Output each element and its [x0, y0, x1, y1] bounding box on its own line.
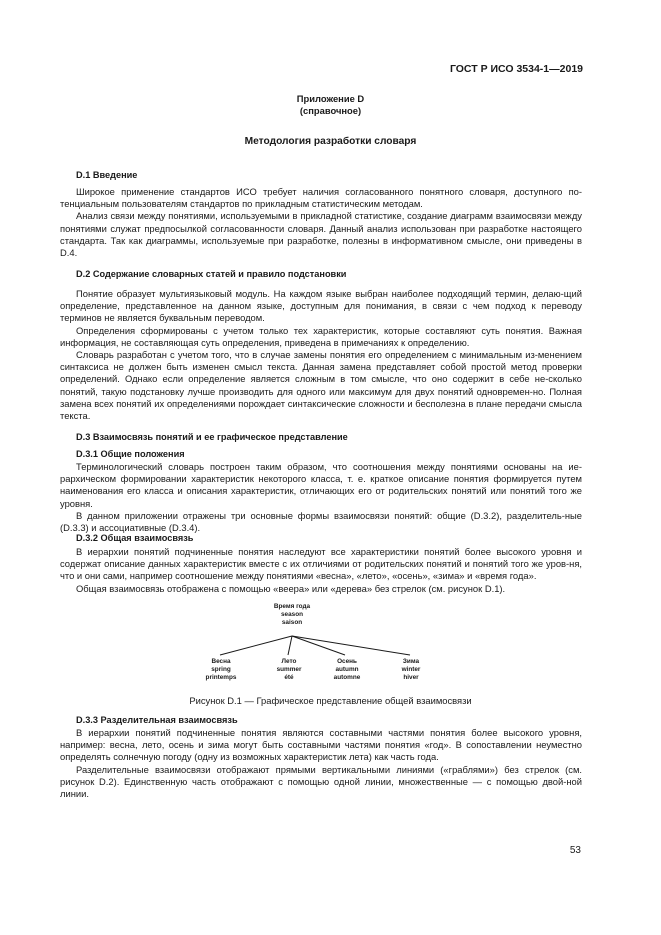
node-label-en: winter — [401, 666, 421, 673]
node-label-ru: Время года — [273, 603, 311, 610]
section-d2-heading: D.2 Содержание словарных статей и правило подстановки — [76, 269, 347, 279]
tree-branch — [292, 636, 345, 655]
node-label-en: summer — [276, 666, 302, 673]
paragraph: Понятие образует мультиязыковый модуль. На каждом языке выбран наиболее подходящий термин, делаю-щий определение, представленное на данном языке, доступным для понимания, в связи с чем подход к переводу терминов не является буквальным переводом. — [60, 288, 582, 324]
tree-branch — [288, 636, 292, 655]
tree-child-node — [196, 658, 246, 682]
section-d3-heading: D.3 Взаимосвязь понятий и ее графическое представление — [76, 432, 348, 442]
node-label-fr: printemps — [205, 674, 237, 681]
section-d1-body — [60, 186, 582, 259]
node-label-ru: Зима — [402, 658, 420, 665]
section-d32-body — [60, 546, 582, 595]
node-label-fr: hiver — [403, 674, 419, 681]
node-label-en: season — [280, 611, 304, 618]
section-d31-body — [60, 461, 582, 534]
node-label-fr: automne — [333, 674, 361, 681]
section-d2-body — [60, 288, 582, 422]
paragraph: Широкое применение стандартов ИСО требует наличия согласованного понятного словаря, доступного по-тенциальным пользователям стандартов по прикладным статистическим методам. — [60, 186, 582, 210]
tree-root-node — [262, 603, 322, 627]
page-number: 53 — [569, 845, 581, 856]
appendix-subtitle: (справочное) — [299, 105, 362, 116]
tree-branch — [292, 636, 410, 655]
paragraph: В иерархии понятий подчиненные понятия являются составными частями понятия более высокого уровня, например: весна, лето, осень и зима могут быть составными частями понятия «год». В сопоставлении неуместно определять солнечную погоду (одну из возможных характеристик лета) как часть года. — [60, 727, 582, 763]
paragraph: В данном приложении отражены три основные формы взаимосвязи понятий: общие (D.3.2), разделитель-ные (D.3.3) и ассоциативные (D.3.4). — [60, 509, 582, 534]
standard-header: ГОСТ Р ИСО 3534-1—2019 — [449, 63, 583, 75]
node-label-en: spring — [211, 666, 231, 673]
document-title: Методология разработки словаря — [244, 136, 417, 147]
tree-child-node — [386, 658, 436, 682]
paragraph: Словарь разработан с учетом того, что в случае замены понятия его определением с минимальным из-менением синтаксиса не должен быть изменен смысл текста. Данная замена представляет собой простой метод проверки определений. Однако если определение является сложным в том смысле, что оно содержит в себе не-сколько понятий, такую подстановку лучше производить для одного или максимум для двух понятий одновремен-но. Полная замена всех понятий их определениями порождает синтаксические сложности и бесполезна в плане передачи смысла текста. — [60, 349, 582, 422]
paragraph: Анализ связи между понятиями, используемыми в прикладной статистике, создание диаграмм взаимосвязи между понятиями служат предпосылкой согласованности словаря. Данный анализ использован при разработке настоящего стандарта. Так как диаграммы, используемые при разработке, полезны в информативном смысле, они приведены в D.4. — [60, 210, 582, 259]
node-label-fr: été — [284, 674, 294, 681]
tree-branch — [220, 636, 292, 655]
paragraph: Общая взаимосвязь отображена с помощью «веера» или «дерева» без стрелок (см. рисунок D.1). — [76, 582, 506, 594]
figure-caption: Рисунок D.1 — Графическое представление общей взаимосвязи — [189, 695, 472, 706]
paragraph: В иерархии понятий подчиненные понятия наследуют все характеристики понятий более высокого уровня и содержат описание данных характеристик вместе с их отличиями от родительских понятий и понятий того же уров-ня, что и они сами, например соотношение между понятиями «весна», «лето», «осень», «зима» и «время года». — [60, 546, 582, 582]
tree-child-node — [322, 658, 372, 682]
section-d33-body — [60, 727, 582, 800]
paragraph: Терминологический словарь построен таким образом, что соотношения между понятиями основаны на ие-рархическом формировании характеристик некоторого класса, т. е. краткое описание понятия формируется путем наименования его класса и описания характеристик, отличающих его от родительских понятий или понятий того же уровня. — [60, 461, 582, 509]
section-d33-heading: D.3.3 Разделительная взаимосвязь — [76, 715, 238, 725]
appendix-title: Приложение D — [296, 93, 365, 104]
node-label-ru: Осень — [337, 658, 357, 665]
section-d31-heading: D.3.1 Общие положения — [76, 449, 185, 459]
node-label-ru: Лето — [281, 658, 297, 665]
node-label-ru: Весна — [211, 658, 231, 665]
figure-general-relation — [180, 600, 480, 692]
paragraph: Определения сформированы с учетом только тех характеристик, которые составляют суть понятия. Важная информация, не составляющая суть определения, приведена в примечаниях к определению. — [60, 324, 582, 348]
paragraph: Разделительные взаимосвязи отображают прямыми вертикальными линиями («граблями») без стрелок (см. рисунок D.2). Единственную часть отображают с помощью одной линии, множественные — с помощью двой-ной линии. — [60, 763, 582, 800]
node-label-en: autumn — [335, 666, 359, 673]
section-d32-heading: D.3.2 Общая взаимосвязь — [76, 533, 194, 543]
node-label-fr: saison — [281, 619, 303, 626]
section-d1-heading: D.1 Введение — [76, 170, 138, 180]
tree-child-node — [264, 658, 314, 682]
